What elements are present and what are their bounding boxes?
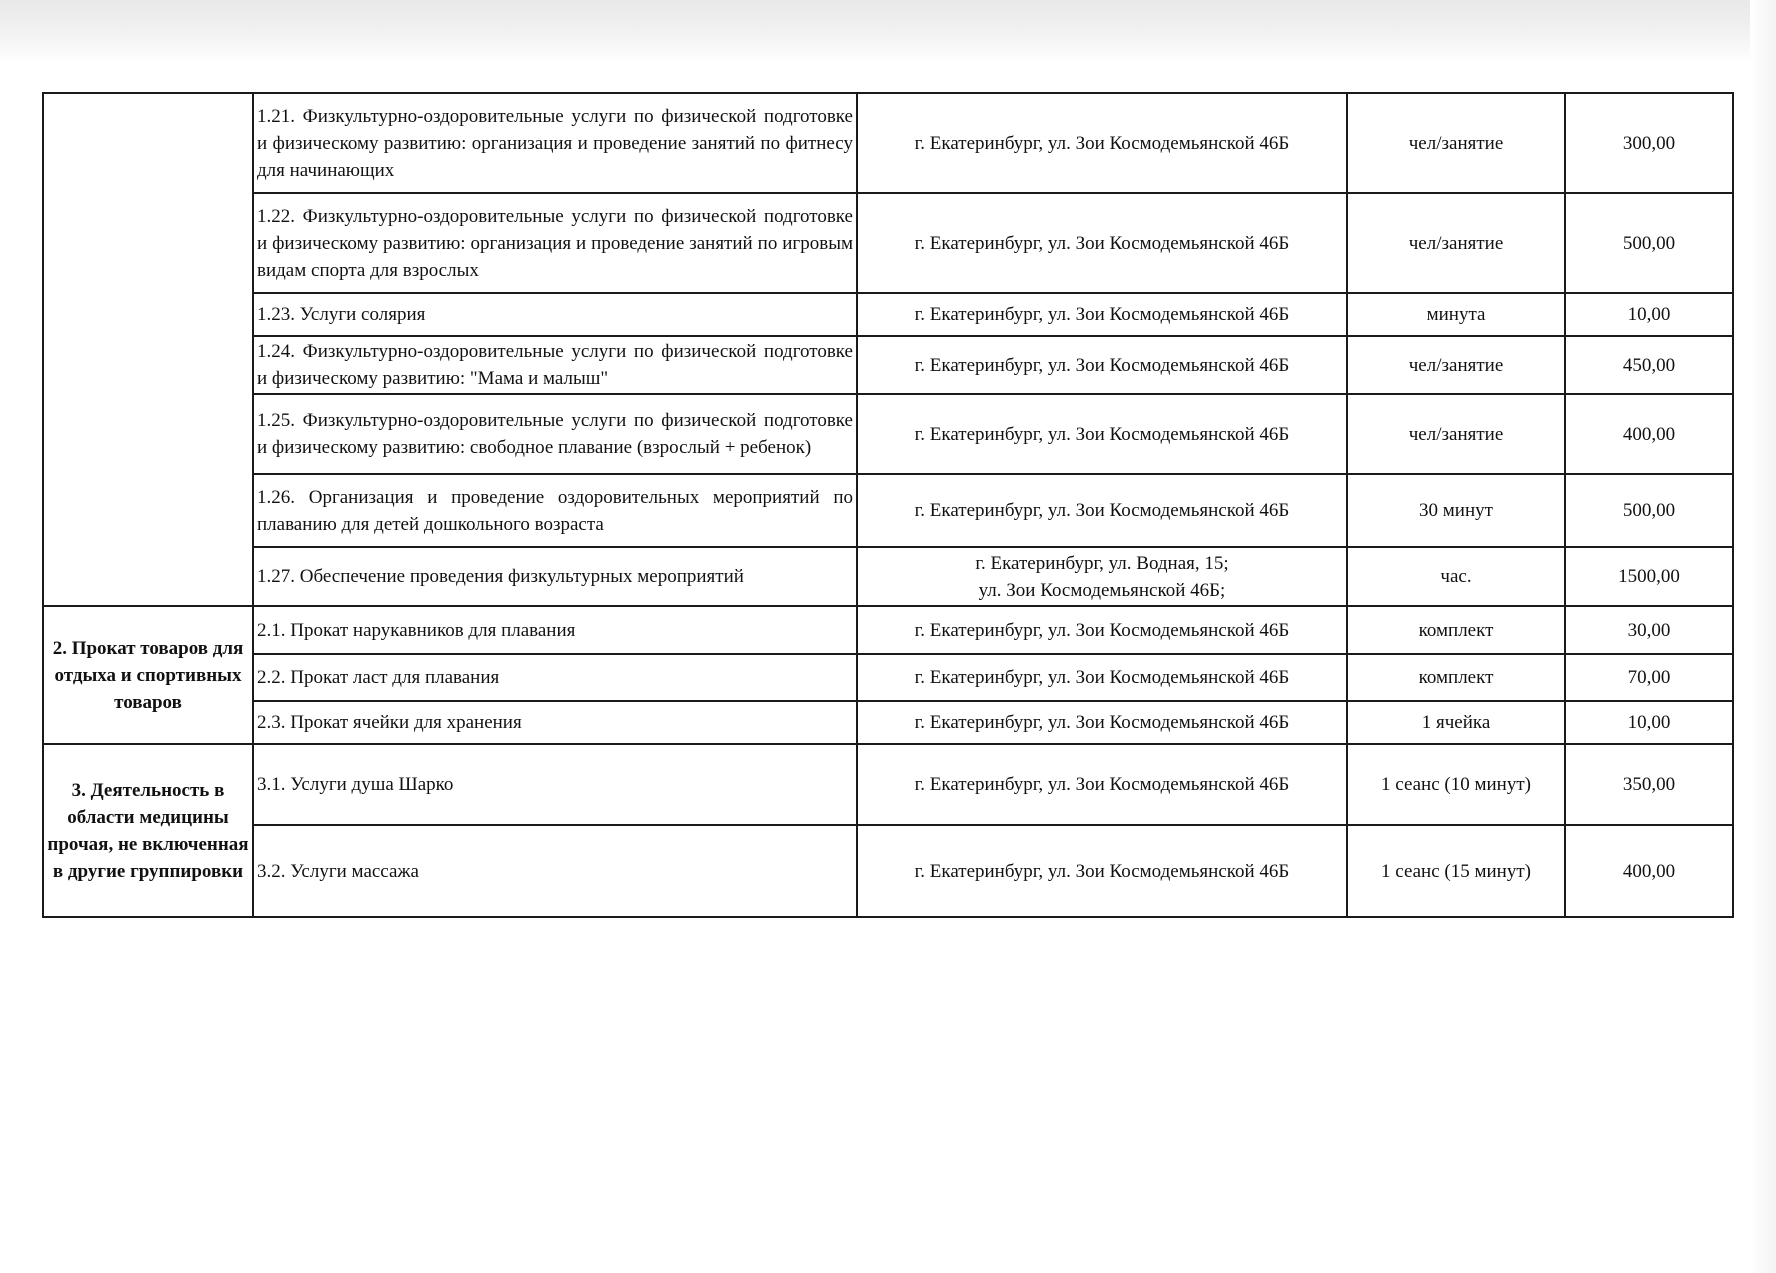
table-row [43, 701, 1733, 744]
service-name-cell: 3.2. Услуги массажа [253, 825, 857, 917]
unit-cell: комплект [1347, 654, 1565, 701]
unit-cell: чел/занятие [1347, 394, 1565, 474]
price-cell: 450,00 [1565, 336, 1733, 394]
table-row [43, 474, 1733, 547]
unit-cell: 30 минут [1347, 474, 1565, 547]
category-cell-1-continued [43, 93, 253, 606]
scan-shadow-top [0, 0, 1776, 62]
table-row [43, 606, 1733, 654]
unit-cell: чел/занятие [1347, 336, 1565, 394]
table-row [43, 93, 1733, 193]
table-row [43, 293, 1733, 336]
service-name-cell: 1.24. Физкультурно-оздоровительные услуги по физической подготовке и физическому развитию: "Мама и малыш" [253, 336, 857, 394]
service-name-cell: 1.21. Физкультурно-оздоровительные услуги по физической подготовке и физическому развитию: организация и проведение занятий по фитнесу для начинающих [253, 93, 857, 193]
unit-cell: минута [1347, 293, 1565, 336]
address-cell: г. Екатеринбург, ул. Зои Космодемьянской 46Б [857, 606, 1347, 654]
address-cell: г. Екатеринбург, ул. Зои Космодемьянской 46Б [857, 654, 1347, 701]
address-cell: г. Екатеринбург, ул. Зои Космодемьянской 46Б [857, 744, 1347, 825]
service-name-cell: 1.25. Физкультурно-оздоровительные услуги по физической подготовке и физическому развитию: свободное плавание (взрослый + ребенок) [253, 394, 857, 474]
address-cell: г. Екатеринбург, ул. Зои Космодемьянской 46Б [857, 825, 1347, 917]
price-cell: 1500,00 [1565, 547, 1733, 606]
price-cell: 10,00 [1565, 701, 1733, 744]
service-name-cell: 1.23. Услуги солярия [253, 293, 857, 336]
price-cell: 30,00 [1565, 606, 1733, 654]
service-name-cell: 2.1. Прокат нарукавников для плавания [253, 606, 857, 654]
unit-cell: 1 сеанс (15 минут) [1347, 825, 1565, 917]
table-row [43, 193, 1733, 293]
service-name-cell: 3.1. Услуги душа Шарко [253, 744, 857, 825]
price-cell: 350,00 [1565, 744, 1733, 825]
price-list-table [42, 92, 1734, 918]
address-cell: г. Екатеринбург, ул. Зои Космодемьянской 46Б [857, 474, 1347, 547]
table-row [43, 394, 1733, 474]
price-cell: 10,00 [1565, 293, 1733, 336]
service-name-cell: 2.3. Прокат ячейки для хранения [253, 701, 857, 744]
address-cell: г. Екатеринбург, ул. Зои Космодемьянской 46Б [857, 701, 1347, 744]
table-row [43, 336, 1733, 394]
price-cell: 70,00 [1565, 654, 1733, 701]
price-cell: 500,00 [1565, 474, 1733, 547]
table-row [43, 654, 1733, 701]
category-cell-3: 3. Деятельность в области медицины прочая, не включенная в другие группировки [43, 744, 253, 917]
scan-shadow-right [1750, 0, 1776, 1273]
address-cell: г. Екатеринбург, ул. Зои Космодемьянской 46Б [857, 336, 1347, 394]
unit-cell: час. [1347, 547, 1565, 606]
unit-cell: комплект [1347, 606, 1565, 654]
price-cell: 400,00 [1565, 394, 1733, 474]
price-cell: 400,00 [1565, 825, 1733, 917]
address-line: ул. Зои Космодемьянской 46Б; [978, 579, 1226, 601]
address-cell: г. Екатеринбург, ул. Зои Космодемьянской 46Б [857, 394, 1347, 474]
service-name-cell: 2.2. Прокат ласт для плавания [253, 654, 857, 701]
address-cell: г. Екатеринбург, ул. Зои Космодемьянской 46Б [857, 93, 1347, 193]
unit-cell: чел/занятие [1347, 193, 1565, 293]
address-cell: г. Екатеринбург, ул. Зои Космодемьянской 46Б [857, 293, 1347, 336]
service-name-cell: 1.26. Организация и проведение оздоровительных мероприятий по плаванию для детей дошкольного возраста [253, 474, 857, 547]
address-cell: г. Екатеринбург, ул. Зои Космодемьянской 46Б [857, 193, 1347, 293]
unit-cell: чел/занятие [1347, 93, 1565, 193]
address-cell [857, 547, 1347, 606]
unit-cell: 1 ячейка [1347, 701, 1565, 744]
service-name-cell: 1.22. Физкультурно-оздоровительные услуги по физической подготовке и физическому развитию: организация и проведение занятий по игровым видам спорта для взрослых [253, 193, 857, 293]
price-cell: 500,00 [1565, 193, 1733, 293]
category-cell-2: 2. Прокат товаров для отдыха и спортивных товаров [43, 606, 253, 744]
table-row [43, 825, 1733, 917]
price-cell: 300,00 [1565, 93, 1733, 193]
table-row [43, 547, 1733, 606]
table-row [43, 744, 1733, 825]
unit-cell: 1 сеанс (10 минут) [1347, 744, 1565, 825]
service-name-cell: 1.27. Обеспечение проведения физкультурных мероприятий [253, 547, 857, 606]
address-line: г. Екатеринбург, ул. Водная, 15; [975, 552, 1229, 574]
